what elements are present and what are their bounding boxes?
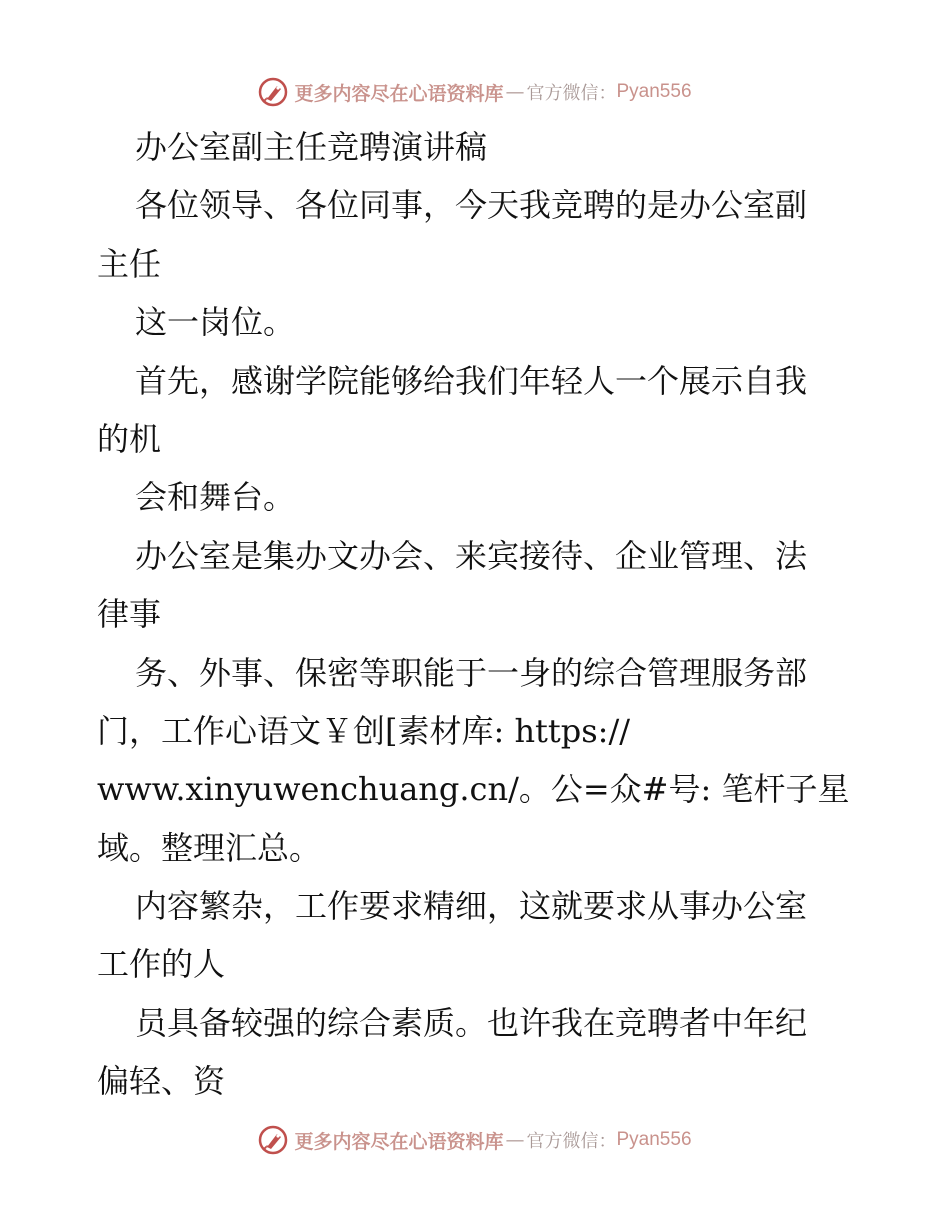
- body-line: 门，工作心语文￥创[素材库: https://: [97, 711, 631, 750]
- body-line: 律事: [97, 595, 162, 634]
- body-line: 域。整理汇总。: [97, 828, 322, 867]
- footer-wechat-handle: Pyan556: [616, 1129, 692, 1150]
- body-line: 各位领导、各位同事，今天我竞聘的是办公室副: [135, 186, 808, 225]
- document-title: 办公室副主任竞聘演讲稿: [135, 128, 488, 166]
- pen-nib-logo-icon: [258, 1125, 288, 1155]
- pen-nib-logo-icon: [258, 77, 288, 107]
- header-separator: —: [505, 81, 525, 103]
- body-line: 员具备较强的综合素质。也许我在竞聘者中年纪: [135, 1003, 808, 1042]
- body-line: www.xinyuwenchuang.cn/。公=众#号: 笔杆子星: [97, 770, 850, 809]
- body-line: 办公室是集办文办会、来宾接待、企业管理、法: [135, 536, 808, 575]
- footer-brand-text: 更多内容尽在心语资料库: [294, 1130, 504, 1153]
- header-wechat-handle: Pyan556: [616, 81, 692, 102]
- body-line: 主任: [97, 244, 162, 283]
- page-footer-banner: [0, 1120, 950, 1160]
- body-line: 这一岗位。: [135, 303, 296, 342]
- body-line: 会和舞台。: [135, 478, 296, 517]
- body-line: 务、外事、保密等职能于一身的综合管理服务部: [135, 653, 808, 692]
- body-line: 工作的人: [97, 945, 226, 984]
- footer-separator: —: [505, 1129, 525, 1151]
- footer-wechat-label: 官方微信：: [526, 1131, 617, 1152]
- header-wechat-label: 官方微信：: [526, 83, 617, 104]
- page-header-banner: [0, 72, 950, 112]
- document-body: [97, 118, 857, 1111]
- body-line: 的机: [97, 419, 162, 458]
- body-line: 内容繁杂，工作要求精细，这就要求从事办公室: [135, 887, 808, 926]
- body-line: 首先，感谢学院能够给我们年轻人一个展示自我: [135, 361, 808, 400]
- header-brand-text: 更多内容尽在心语资料库: [294, 82, 504, 105]
- body-line: 偏轻、资: [97, 1062, 226, 1101]
